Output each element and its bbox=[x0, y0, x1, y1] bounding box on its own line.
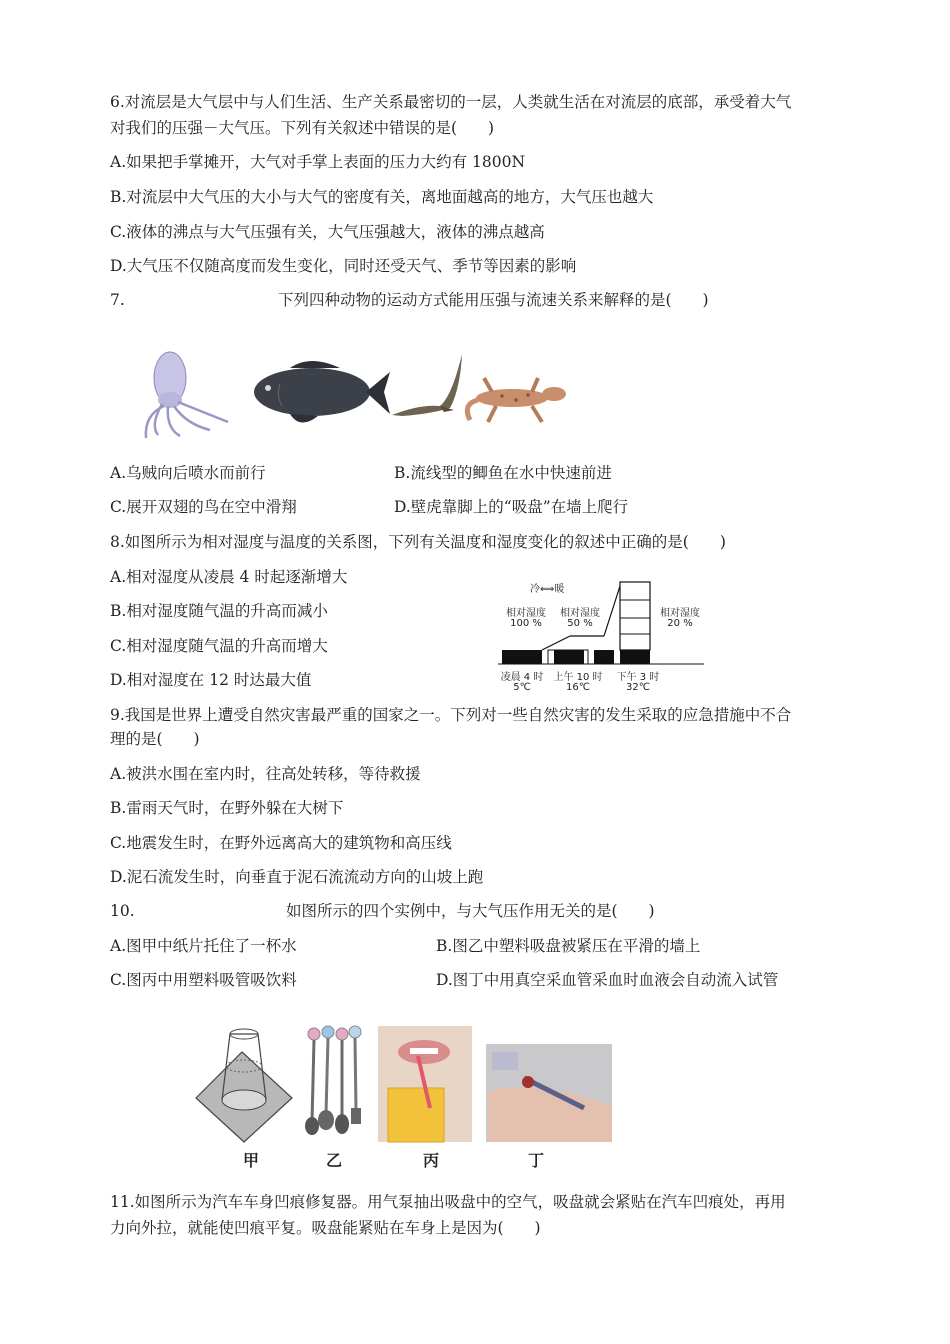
blood-sampling-icon bbox=[486, 1044, 612, 1142]
diagram-header: 冷⟺暖 bbox=[530, 584, 565, 595]
q10-option-b: B.图乙中塑料吸盘被紧压在平滑的墙上 bbox=[436, 937, 701, 955]
diagram-time-1: 凌晨 4 时 bbox=[500, 672, 544, 683]
q10-option-a: A.图甲中纸片托住了一杯水 bbox=[110, 937, 297, 955]
q9-stem-line2: 理的是( ) bbox=[110, 730, 200, 748]
q7-option-b: B.流线型的鲫鱼在水中快速前进 bbox=[394, 464, 612, 482]
q10-option-c: C.图丙中用塑料吸管吸饮料 bbox=[110, 971, 297, 989]
glass-card-icon bbox=[196, 1029, 292, 1142]
bird-icon bbox=[392, 354, 462, 416]
q10-number: 10. bbox=[110, 902, 135, 920]
diagram-humidity-2: 相对湿度 bbox=[560, 608, 600, 619]
diagram-temp-3: 32℃ bbox=[626, 682, 650, 693]
diagram-value-3: 20 % bbox=[667, 618, 693, 629]
q9-option-a: A.被洪水围在室内时，往高处转移，等待救援 bbox=[110, 765, 421, 783]
q6-stem-line1: 6.对流层是大气层中与人们生活、生产关系最密切的一层，人类就生活在对流层的底部，承受着大气 bbox=[110, 93, 792, 111]
q9-option-c: C.地震发生时，在野外远离高大的建筑物和高压线 bbox=[110, 834, 452, 852]
caption-bing: 丙 bbox=[423, 1151, 440, 1170]
fish-icon bbox=[254, 361, 390, 423]
diagram-humidity-1: 相对湿度 bbox=[506, 608, 546, 619]
q7-option-a: A.乌贼向后喷水而前行 bbox=[110, 464, 266, 482]
q10-option-d: D.图丁中用真空采血管采血时血液会自动流入试管 bbox=[436, 971, 779, 989]
q7-option-d: D.壁虎靠脚上的“吸盘”在墙上爬行 bbox=[394, 498, 629, 516]
q10-stem: 如图所示的四个实例中，与大气压作用无关的是( ) bbox=[286, 902, 655, 920]
q7-stem: 下列四种动物的运动方式能用压强与流速关系来解释的是( ) bbox=[278, 291, 709, 309]
q9-option-d: D.泥石流发生时，向垂直于泥石流流动方向的山坡上跑 bbox=[110, 868, 484, 886]
q6-option-a: A.如果把手掌摊开，大气对手掌上表面的压力大约有 1800N bbox=[110, 153, 526, 171]
diagram-temp-1: 5℃ bbox=[513, 682, 531, 693]
q7-animals-figure bbox=[140, 340, 590, 445]
diagram-value-1: 100 % bbox=[510, 618, 542, 629]
suction-hooks-icon bbox=[305, 1026, 361, 1135]
diagram-value-2: 50 % bbox=[567, 618, 593, 629]
q7-number: 7. bbox=[110, 291, 125, 309]
q9-option-b: B.雷雨天气时，在野外躲在大树下 bbox=[110, 799, 344, 817]
q8-option-c: C.相对湿度随气温的升高而增大 bbox=[110, 637, 328, 655]
humidity-diagram bbox=[490, 578, 710, 698]
diagram-time-2: 上午 10 时 bbox=[553, 672, 603, 683]
q8-option-d: D.相对湿度在 12 时达最大值 bbox=[110, 671, 312, 689]
q6-option-b: B.对流层中大气压的大小与大气的密度有关，离地面越高的地方，大气压也越大 bbox=[110, 188, 654, 206]
gecko-icon bbox=[467, 378, 566, 422]
q11-stem-line2: 力向外拉，就能使凹痕平复。吸盘能紧贴在车身上是因为( ) bbox=[110, 1219, 541, 1237]
q11-stem-line1: 11.如图所示为汽车车身凹痕修复器。用气泵抽出吸盘中的空气，吸盘就会紧贴在汽车凹痕处，再用 bbox=[110, 1193, 786, 1211]
squid-icon bbox=[146, 352, 228, 438]
q7-option-c: C.展开双翅的鸟在空中滑翔 bbox=[110, 498, 297, 516]
caption-jia: 甲 bbox=[243, 1151, 260, 1170]
diagram-time-3: 下午 3 时 bbox=[616, 672, 660, 683]
caption-yi: 乙 bbox=[326, 1151, 343, 1170]
diagram-temp-2: 16℃ bbox=[566, 682, 590, 693]
q8-stem: 8.如图所示为相对湿度与温度的关系图，下列有关温度和湿度变化的叙述中正确的是( ) bbox=[110, 533, 726, 551]
q10-figure bbox=[192, 1022, 622, 1144]
q6-option-d: D.大气压不仅随高度而发生变化，同时还受天气、季节等因素的影响 bbox=[110, 257, 577, 275]
diagram-humidity-3: 相对湿度 bbox=[660, 608, 700, 619]
q6-stem-line2: 对我们的压强－大气压。下列有关叙述中错误的是( ) bbox=[110, 119, 495, 137]
drinking-straw-icon bbox=[378, 1026, 472, 1142]
caption-ding: 丁 bbox=[528, 1151, 545, 1170]
q8-option-b: B.相对湿度随气温的升高而减小 bbox=[110, 602, 328, 620]
q8-option-a: A.相对湿度从凌晨 4 时起逐渐增大 bbox=[110, 568, 348, 586]
q9-stem-line1: 9.我国是世界上遭受自然灾害最严重的国家之一。下列对一些自然灾害的发生采取的应急措施中不合 bbox=[110, 706, 792, 724]
q6-option-c: C.液体的沸点与大气压强有关，大气压强越大，液体的沸点越高 bbox=[110, 223, 545, 241]
